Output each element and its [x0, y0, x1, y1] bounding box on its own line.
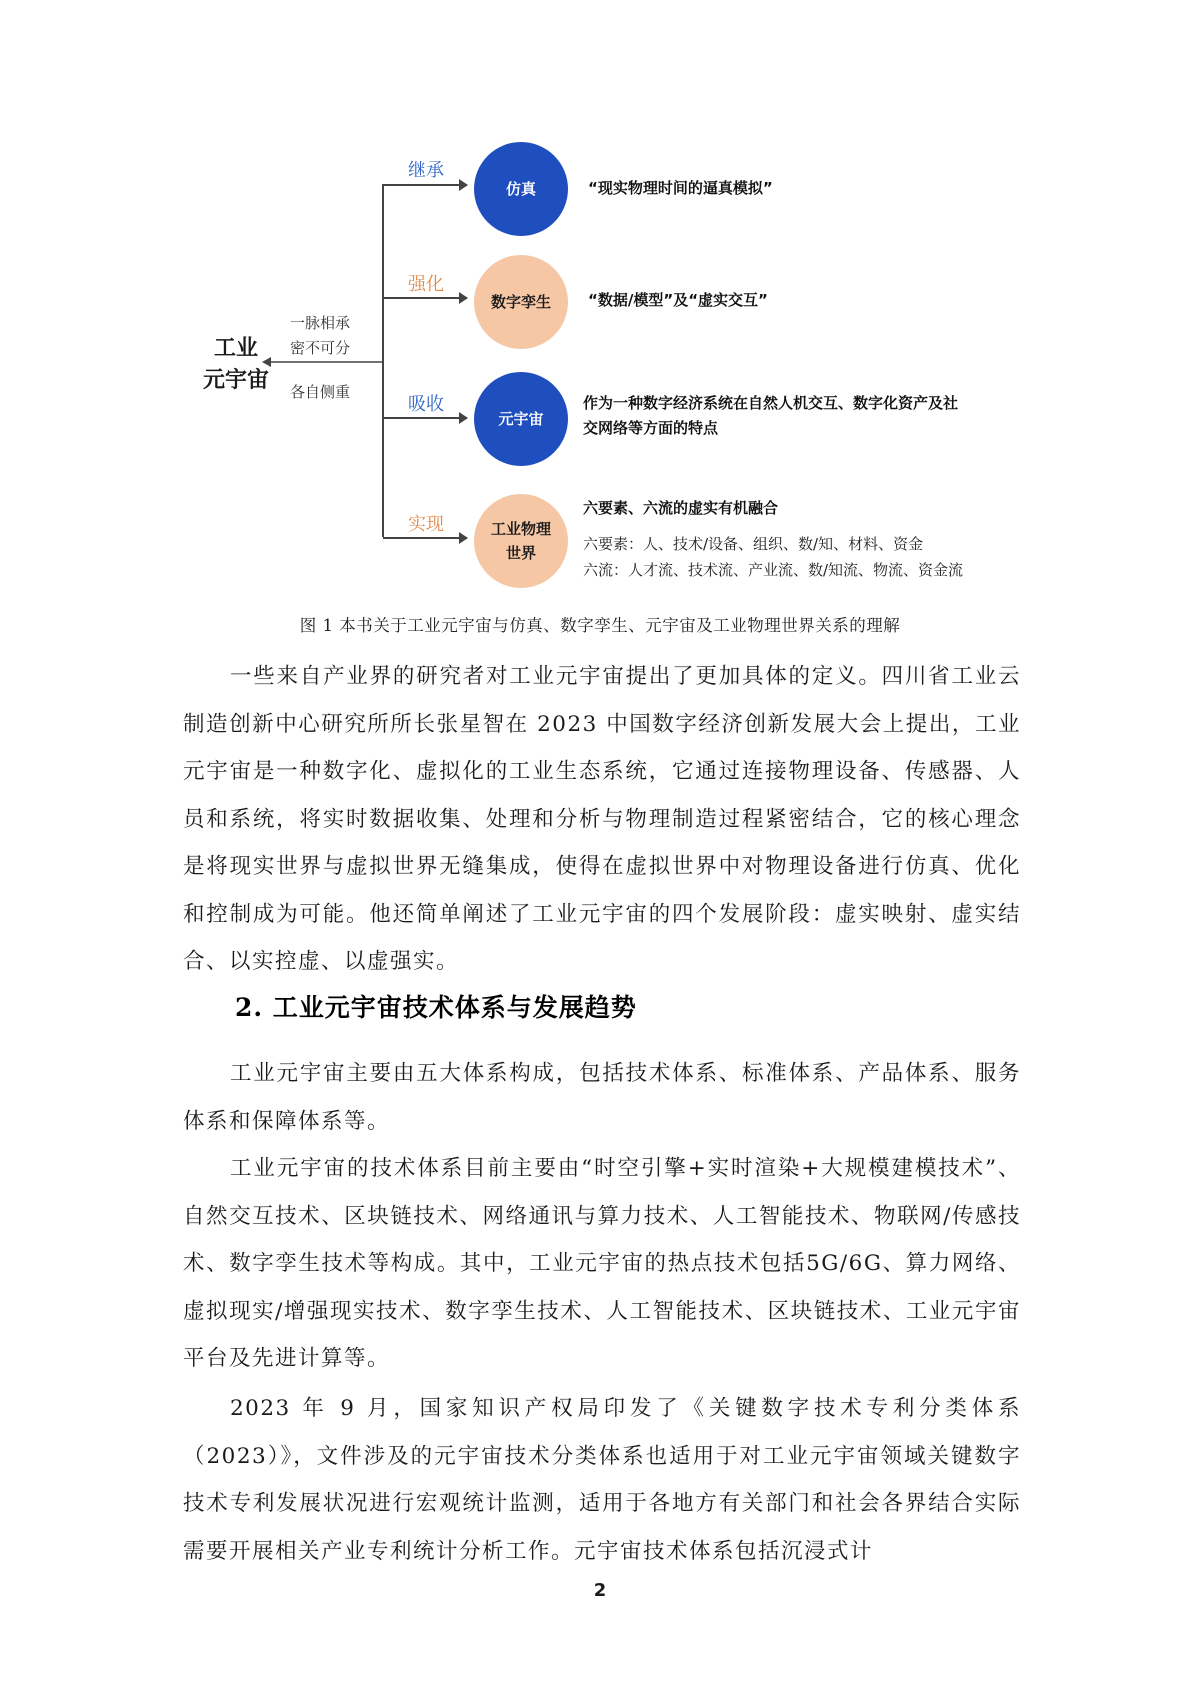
figure-caption: 图 1 本书关于工业元宇宙与仿真、数字孪生、元宇宙及工业物理世界关系的理解 — [299, 616, 901, 635]
node-industrial-line1: 工业物理 — [490, 520, 551, 538]
section-heading: 2. 工业元宇宙技术体系与发展趋势 — [235, 993, 637, 1022]
branch-arrow-2 — [383, 297, 467, 299]
desc-industrial-title: 六要素、六流的虚实有机融合 — [583, 499, 779, 517]
root-title-line2: 元宇宙 — [202, 368, 269, 393]
branch-arrow-1 — [383, 184, 467, 186]
desc-simulation: “现实物理时间的逼真模拟” — [588, 179, 773, 197]
node-simulation-label: 仿真 — [505, 180, 536, 198]
root-right-label: 各自侧重 — [290, 383, 351, 401]
node-industrial-line2: 世界 — [505, 544, 536, 562]
paragraph-1: 一些来自产业界的研究者对工业元宇宙提出了更加具体的定义。四川省工业云制造创新中心研究所所长张星智在 2023 中国数字经济创新发展大会上提出，工业元宇宙是一种数字化、虚拟化的工业生态系统，它通过连接物理设备、传感器、人员和系统，将实时数据收集、处理和分析与物理制造过程紧密结合，它的核心理念是将现实世界与虚拟世界无缝集成，使得在虚拟世界中对物理设备进行仿真、优化和控制成为可能。他还简单阐述了工业元宇宙的四个发展阶段：虚实映射、虚实结合、以实控虚、以虚强实。 — [183, 664, 1021, 974]
node-industrial-physical-world — [474, 494, 568, 588]
root-left-label-2: 密不可分 — [290, 339, 351, 357]
branch-arrow-4 — [383, 537, 467, 539]
desc-metaverse-line1: 作为一种数字经济系统在自然人机交互、数字化资产及社 — [583, 394, 959, 412]
node-metaverse — [474, 372, 568, 466]
bracket-vertical — [382, 184, 384, 537]
page-number: 2 — [593, 1580, 607, 1601]
branch-relation-inherit: 继承 — [408, 160, 444, 181]
desc-digital-twin: “数据/模型”及“虚实交互” — [588, 291, 768, 309]
branch-relation-strengthen: 强化 — [408, 274, 444, 295]
root-left-label-1: 一脉相承 — [290, 314, 351, 332]
desc-industrial-elements: 六要素：人、技术/设备、组织、数/知、材料、资金 — [583, 535, 924, 553]
node-digital-twin-label: 数字孪生 — [490, 293, 551, 311]
desc-industrial-flows: 六流：人才流、技术流、产业流、数/知流、物流、资金流 — [583, 561, 964, 579]
branch-relation-absorb: 吸收 — [408, 394, 444, 415]
paragraph-3: 工业元宇宙的技术体系目前主要由“时空引擎+实时渲染+大规模建模技术”、自然交互技术、区块链技术、网络通讯与算力技术、人工智能技术、物联网/传感技术、数字孪生技术等构成。其中，工业元宇宙的热点技术包括5G/6G、算力网络、虚拟现实/增强现实技术、数字孪生技术、人工智能技术、区块链技术、工业元宇宙平台及先进计算等。 — [183, 1156, 1021, 1371]
branch-arrow-3 — [383, 417, 467, 419]
root-title-line1: 工业 — [213, 336, 258, 361]
branch-relation-realize: 实现 — [408, 514, 444, 535]
node-simulation — [474, 142, 568, 236]
root-connector — [262, 355, 384, 369]
desc-metaverse-line2: 交网络等方面的特点 — [583, 419, 719, 437]
paragraph-2: 工业元宇宙主要由五大体系构成，包括技术体系、标准体系、产品体系、服务体系和保障体系等。 — [183, 1061, 1021, 1134]
relationship-diagram — [0, 0, 1200, 620]
node-digital-twin — [474, 255, 568, 349]
node-metaverse-label: 元宇宙 — [498, 410, 544, 428]
paragraph-4: 2023 年 9 月，国家知识产权局印发了《关键数字技术专利分类体系（2023）》，文件涉及的元宇宙技术分类体系也适用于对工业元宇宙领域关键数字技术专利发展状况进行宏观统计监测，适用于各地方有关部门和社会各界结合实际需要开展相关产业专利统计分析工作。元宇宙技术体系包括沉浸式计 — [183, 1396, 1021, 1564]
